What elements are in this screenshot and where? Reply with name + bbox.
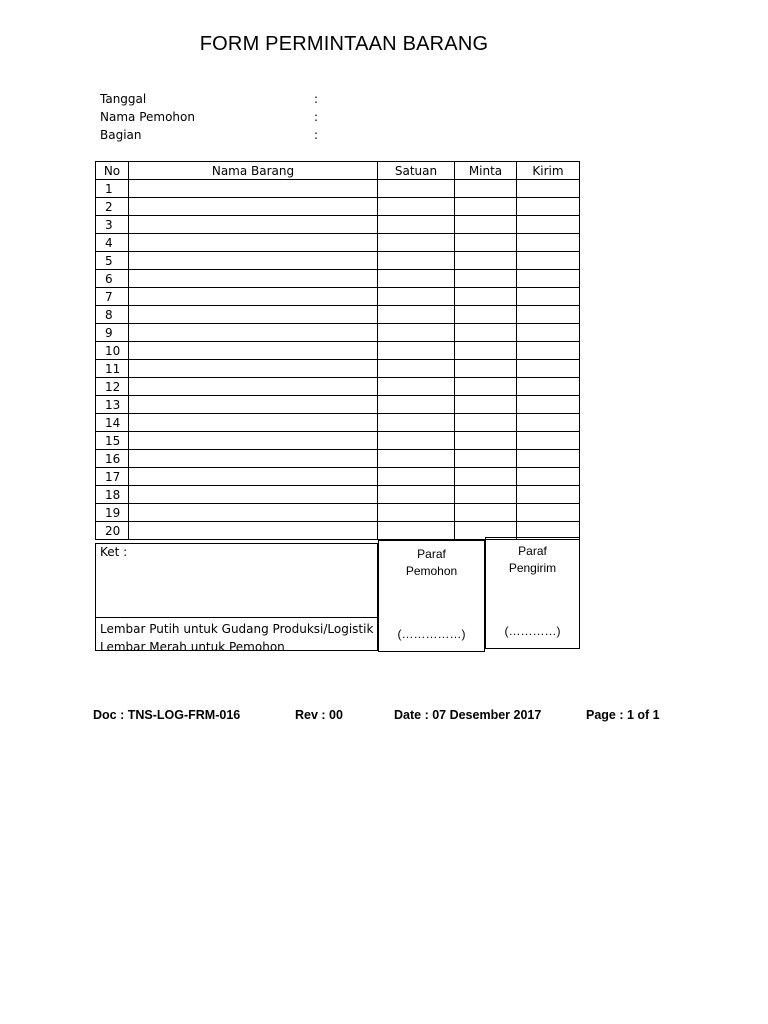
paraf-pengirim-box	[485, 537, 580, 649]
footer-date: Date : 07 Desember 2017	[394, 708, 542, 722]
kirim-cell	[517, 324, 580, 342]
row-number: 20	[96, 522, 129, 540]
table-row	[96, 396, 580, 414]
row-number: 10	[96, 342, 129, 360]
satuan-cell	[378, 468, 455, 486]
ket-note-line1: Lembar Putih untuk Gudang Produksi/Logistik	[100, 622, 374, 636]
nama-barang-cell	[129, 324, 378, 342]
kirim-cell	[517, 468, 580, 486]
satuan-cell	[378, 288, 455, 306]
satuan-cell	[378, 252, 455, 270]
minta-cell	[455, 396, 517, 414]
info-row-nama-pemohon	[100, 108, 340, 126]
kirim-cell	[517, 288, 580, 306]
paraf-pemohon-box	[378, 540, 485, 652]
row-number: 14	[96, 414, 129, 432]
info-colon: :	[314, 128, 319, 142]
ket-label: Ket :	[100, 545, 128, 559]
nama-barang-cell	[129, 288, 378, 306]
minta-cell	[455, 504, 517, 522]
satuan-cell	[378, 198, 455, 216]
paraf-pemohon-signature: (……………)	[397, 627, 466, 641]
info-colon: :	[314, 92, 319, 106]
table-row	[96, 468, 580, 486]
kirim-cell	[517, 252, 580, 270]
row-number: 17	[96, 468, 129, 486]
nama-barang-cell	[129, 306, 378, 324]
satuan-cell	[378, 270, 455, 288]
table-row	[96, 234, 580, 252]
kirim-cell	[517, 234, 580, 252]
minta-cell	[455, 288, 517, 306]
row-number: 18	[96, 486, 129, 504]
row-number: 12	[96, 378, 129, 396]
row-number: 11	[96, 360, 129, 378]
kirim-cell	[517, 432, 580, 450]
paraf-pengirim-line2: Pengirim	[508, 561, 557, 575]
row-number: 4	[96, 234, 129, 252]
satuan-cell	[378, 180, 455, 198]
table-row	[96, 414, 580, 432]
row-number: 7	[96, 288, 129, 306]
ket-note	[96, 617, 377, 656]
paraf-pemohon-line2: Pemohon	[405, 564, 458, 578]
minta-cell	[455, 342, 517, 360]
row-number: 1	[96, 180, 129, 198]
nama-barang-cell	[129, 450, 378, 468]
row-number: 5	[96, 252, 129, 270]
minta-cell	[455, 306, 517, 324]
nama-barang-cell	[129, 414, 378, 432]
kirim-cell	[517, 414, 580, 432]
kirim-cell	[517, 378, 580, 396]
kirim-cell	[517, 360, 580, 378]
nama-barang-cell	[129, 270, 378, 288]
minta-cell	[455, 216, 517, 234]
table-row	[96, 180, 580, 198]
kirim-cell	[517, 504, 580, 522]
kirim-cell	[517, 396, 580, 414]
satuan-cell	[378, 432, 455, 450]
paraf-pemohon-title	[379, 546, 484, 580]
table-row	[96, 306, 580, 324]
nama-barang-cell	[129, 378, 378, 396]
items-table	[95, 161, 580, 540]
table-body	[96, 180, 580, 540]
minta-cell	[455, 378, 517, 396]
minta-cell	[455, 324, 517, 342]
satuan-cell	[378, 396, 455, 414]
table-row	[96, 486, 580, 504]
row-number: 2	[96, 198, 129, 216]
satuan-cell	[378, 234, 455, 252]
nama-barang-cell	[129, 180, 378, 198]
row-number: 3	[96, 216, 129, 234]
row-number: 8	[96, 306, 129, 324]
nama-barang-cell	[129, 396, 378, 414]
minta-cell	[455, 414, 517, 432]
header-satuan: Satuan	[378, 162, 455, 180]
footer-page: Page : 1 of 1	[586, 708, 660, 722]
form-title: FORM PERMINTAAN BARANG	[199, 33, 489, 55]
info-row-tanggal	[100, 90, 340, 108]
table-row	[96, 432, 580, 450]
header-nama-barang: Nama Barang	[129, 162, 378, 180]
nama-barang-cell	[129, 486, 378, 504]
satuan-cell	[378, 342, 455, 360]
minta-cell	[455, 360, 517, 378]
satuan-cell	[378, 504, 455, 522]
paraf-pengirim-signature: (…………)	[504, 624, 561, 638]
table-row	[96, 198, 580, 216]
kirim-cell	[517, 342, 580, 360]
kirim-cell	[517, 180, 580, 198]
satuan-cell	[378, 522, 455, 540]
row-number: 19	[96, 504, 129, 522]
nama-barang-cell	[129, 216, 378, 234]
minta-cell	[455, 180, 517, 198]
minta-cell	[455, 234, 517, 252]
kirim-cell	[517, 270, 580, 288]
nama-barang-cell	[129, 252, 378, 270]
info-colon: :	[314, 110, 319, 124]
minta-cell	[455, 432, 517, 450]
satuan-cell	[378, 324, 455, 342]
paraf-pemohon-line1: Paraf	[417, 547, 446, 561]
kirim-cell	[517, 486, 580, 504]
table-row	[96, 504, 580, 522]
kirim-cell	[517, 198, 580, 216]
paraf-pengirim-line1: Paraf	[518, 544, 547, 558]
header-minta: Minta	[455, 162, 517, 180]
nama-barang-cell	[129, 360, 378, 378]
table-row	[96, 450, 580, 468]
header-no: No	[96, 162, 129, 180]
paraf-pengirim-title	[486, 543, 579, 577]
table-row	[96, 288, 580, 306]
footer-rev: Rev : 00	[295, 708, 343, 722]
header-kirim: Kirim	[517, 162, 580, 180]
nama-barang-cell	[129, 342, 378, 360]
minta-cell	[455, 450, 517, 468]
kirim-cell	[517, 450, 580, 468]
satuan-cell	[378, 414, 455, 432]
info-row-bagian	[100, 126, 340, 144]
nama-barang-cell	[129, 234, 378, 252]
row-number: 15	[96, 432, 129, 450]
minta-cell	[455, 468, 517, 486]
minta-cell	[455, 252, 517, 270]
nama-barang-cell	[129, 504, 378, 522]
info-label: Nama Pemohon	[100, 110, 195, 124]
nama-barang-cell	[129, 198, 378, 216]
info-label: Bagian	[100, 128, 142, 142]
footer-doc: Doc : TNS-LOG-FRM-016	[93, 708, 241, 722]
table-row	[96, 342, 580, 360]
nama-barang-cell	[129, 432, 378, 450]
satuan-cell	[378, 378, 455, 396]
minta-cell	[455, 198, 517, 216]
table-row	[96, 378, 580, 396]
kirim-cell	[517, 306, 580, 324]
satuan-cell	[378, 450, 455, 468]
satuan-cell	[378, 360, 455, 378]
row-number: 13	[96, 396, 129, 414]
minta-cell	[455, 270, 517, 288]
satuan-cell	[378, 216, 455, 234]
table-header-row	[96, 162, 580, 180]
nama-barang-cell	[129, 522, 378, 540]
satuan-cell	[378, 486, 455, 504]
info-label: Tanggal	[100, 92, 147, 106]
minta-cell	[455, 486, 517, 504]
table-row	[96, 360, 580, 378]
row-number: 6	[96, 270, 129, 288]
satuan-cell	[378, 306, 455, 324]
row-number: 16	[96, 450, 129, 468]
kirim-cell	[517, 216, 580, 234]
table-row	[96, 252, 580, 270]
ket-note-line2: Lembar Merah untuk Pemohon	[100, 640, 285, 654]
info-fields	[100, 90, 340, 144]
ket-box	[95, 543, 378, 654]
table-row	[96, 270, 580, 288]
nama-barang-cell	[129, 468, 378, 486]
table-row	[96, 324, 580, 342]
row-number: 9	[96, 324, 129, 342]
table-row	[96, 216, 580, 234]
